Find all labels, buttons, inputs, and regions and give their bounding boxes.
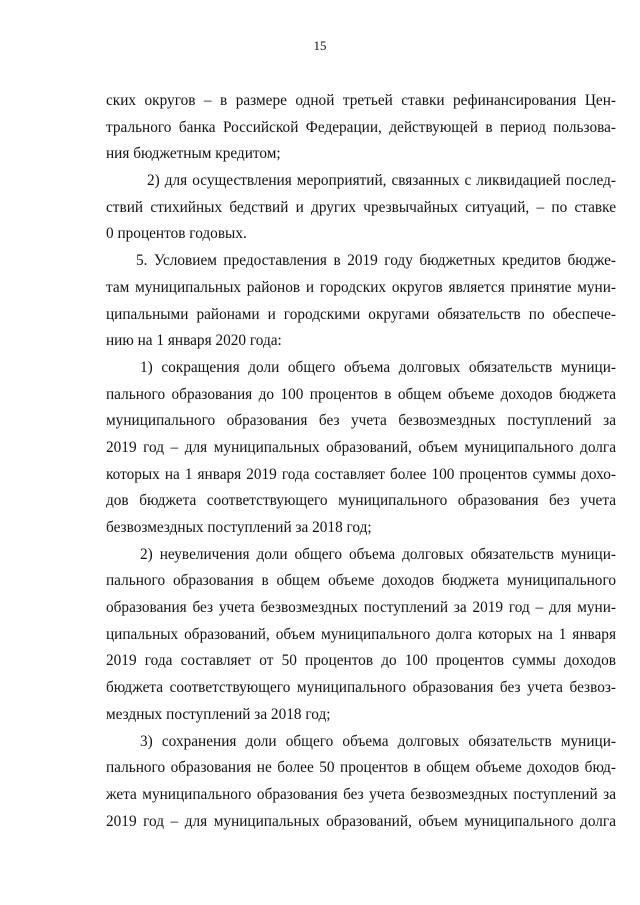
text-line: 0 процентов годовых. [106,225,247,243]
text-line: жета муниципального образования без учета безвозмездных поступлений за [106,785,616,803]
body-text [106,88,616,835]
text-line: трального банка Российской Федерации, действующей в период пользова- [106,118,616,136]
page-number: 15 [313,38,327,53]
paragraph-first-line: 1) сокращения доли общего объема долговых обязательств муници- [140,358,616,376]
text-line: там муниципальных районов и городских округов является принятие муни- [106,278,616,296]
text-line: бюджета соответствующего муниципального образования без учета безвоз- [106,679,616,697]
text-line: пального образования в общем объеме доходов бюджета муниципального [106,572,616,590]
paragraph-first-line: 3) сохранения доли общего объема долговых обязательств муници- [140,732,616,750]
paragraph-first-line: 2) для осуществления мероприятий, связанных с ликвидацией послед- [147,172,616,190]
text-line: ципальными районами и городскими округами обязательств по обеспече- [106,305,616,323]
text-line: дов бюджета соответствующего муниципального образования без учета [106,492,616,510]
text-line: ния бюджетным кредитом; [106,145,281,163]
text-line: нию на 1 января 2020 года: [106,332,282,350]
paragraph-first-line: 5. Условием предоставления в 2019 году бюджетных кредитов бюдже- [136,252,616,270]
text-line: мездных поступлений за 2018 год; [106,705,331,723]
text-line: пального образования не более 50 процентов в общем объеме доходов бюд- [106,759,616,777]
text-line: образования без учета безвозмездных поступлений за 2019 год – для муни- [106,599,616,617]
text-line: ских округов – в размере одной третьей ставки рефинансирования Цен- [106,92,616,109]
text-line: безвозмездных поступлений за 2018 год; [106,519,372,536]
text-line: 2019 год – для муниципальных образований, объем муниципального долга [106,438,616,456]
text-line: ципальных образований, объем муниципального долга которых на 1 января [106,625,616,643]
paragraph-first-line: 2) неувеличения доли общего объема долговых обязательств муници- [140,545,616,563]
text-line: 2019 года составляет от 50 процентов до 100 процентов суммы доходов [106,652,616,670]
text-line: 2019 год – для муниципальных образований, объем муниципального долга [106,812,616,830]
text-line: которых на 1 января 2019 года составляет более 100 процентов суммы дохо- [106,465,616,483]
text-line: муниципального образования без учета безвозмездных поступлений за [106,412,616,430]
text-line: пального образования до 100 процентов в общем объеме доходов бюджета [106,385,616,403]
text-line: ствий стихийных бедствий и других чрезвычайных ситуаций, – по ставке [106,198,616,216]
